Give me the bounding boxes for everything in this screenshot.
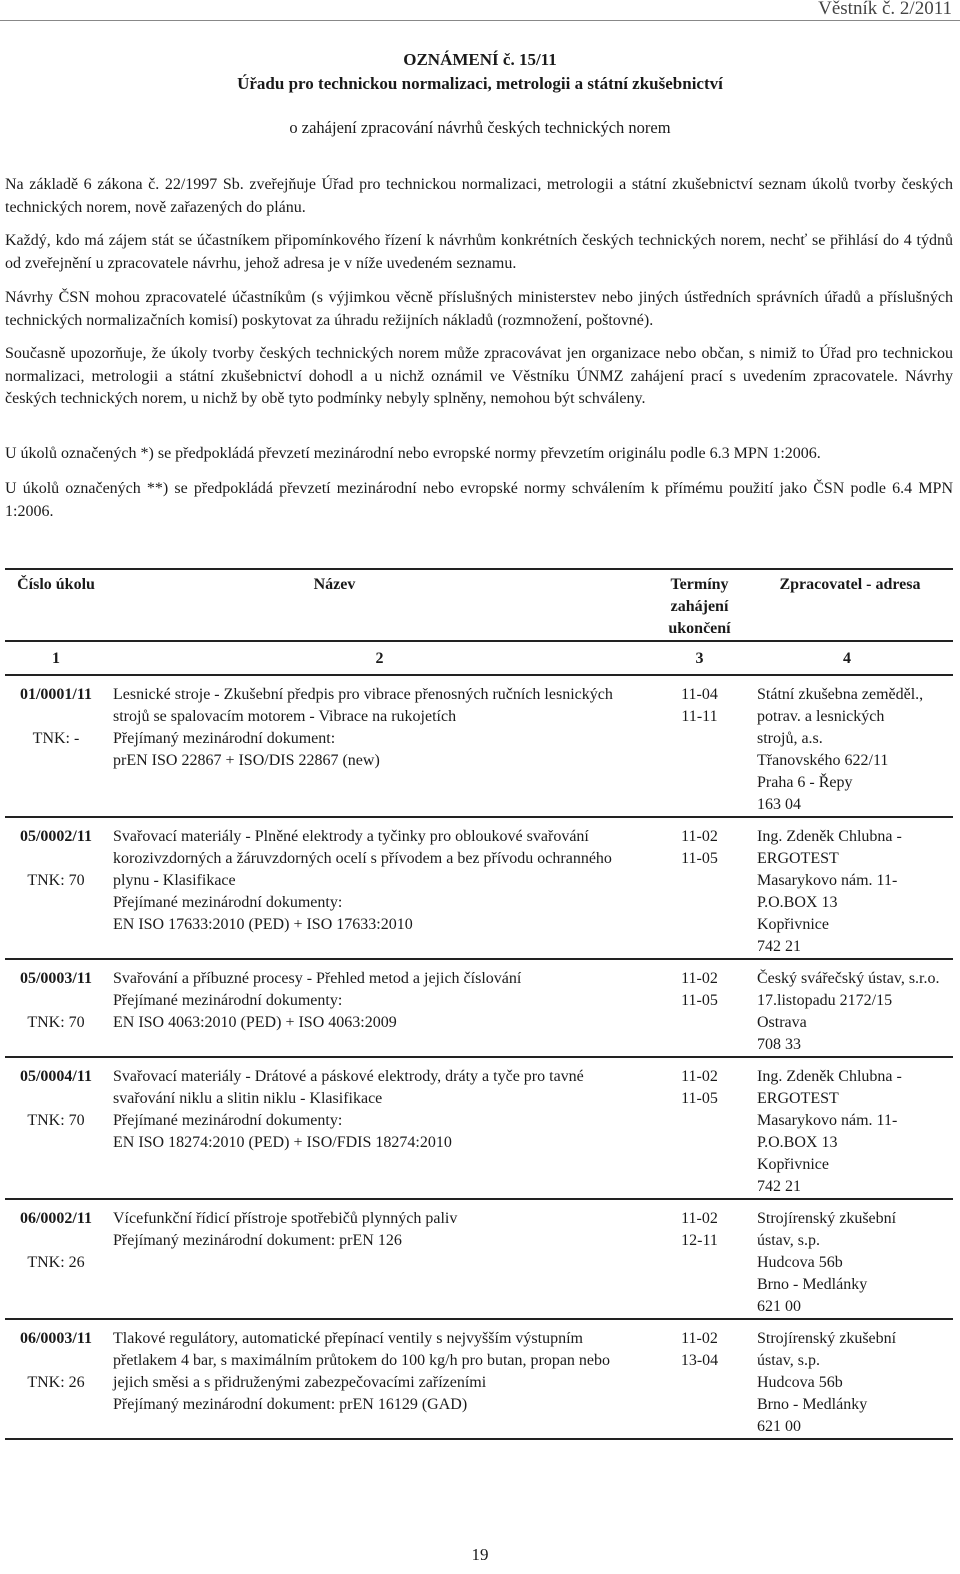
processor-line: Kopřivnice <box>757 916 829 933</box>
tnk-label: TNK: 26 <box>27 1254 85 1271</box>
description-line: Přejímaný mezinárodní dokument: <box>113 730 336 747</box>
task-number-cell <box>5 817 107 959</box>
processor-line: Strojírenský zkušební <box>757 1330 897 1347</box>
processor-line: 621 00 <box>757 1298 801 1315</box>
task-processor <box>747 1199 953 1319</box>
tnk-label: TNK: 26 <box>27 1374 85 1391</box>
end-date: 13-04 <box>680 1352 719 1369</box>
processor-line: P.O.BOX 13 <box>757 894 838 911</box>
table-row <box>5 675 953 817</box>
tnk-label: TNK: - <box>32 730 80 747</box>
end-date: 11-05 <box>681 850 718 867</box>
table-row <box>5 817 953 959</box>
task-number: 06/0003/11 <box>19 1330 92 1347</box>
processor-line: Brno - Medlánky <box>757 1396 868 1413</box>
processor-line: Strojírenský zkušební <box>757 1210 897 1227</box>
processor-line: Ostrava <box>757 1014 807 1031</box>
task-description <box>107 1199 652 1319</box>
description-line: Přejímaný mezinárodní dokument: prEN 16129 (GAD) <box>113 1396 468 1413</box>
processor-line: ERGOTEST <box>757 850 839 867</box>
description-line: EN ISO 4063:2010 (PED) + ISO 4063:2009 <box>113 1014 397 1031</box>
task-number: 05/0002/11 <box>19 828 92 845</box>
processor-line: potrav. a lesnických <box>757 708 885 725</box>
task-description <box>107 1057 652 1199</box>
description-line: Tlakové regulátory, automatické přepínací ventily s nejvyšším výstupním přetlakem 4 bar, s maximálním průtokem do 100 kg/h pro butan, propan nebo jejich směsi a s přidruženými zabezpečovacími zařízeními <box>113 1330 611 1391</box>
header-dates-line: zahájení <box>670 598 729 615</box>
processor-line: strojů, a.s. <box>757 730 823 747</box>
processor-line: ERGOTEST <box>757 1090 839 1107</box>
task-processor <box>747 1319 953 1439</box>
tnk-label: TNK: 70 <box>27 1112 85 1129</box>
processor-line: 742 21 <box>757 938 801 955</box>
tnk-label: TNK: 70 <box>27 1014 85 1031</box>
tasks-table <box>5 568 953 1440</box>
processor-line: Český svářečský ústav, s.r.o. <box>757 970 940 987</box>
processor-line: 742 21 <box>757 1178 801 1195</box>
processor-line: 17.listopadu 2172/15 <box>757 992 893 1009</box>
paragraph-intro: Na základě 6 zákona č. 22/1997 Sb. zveřejňuje Úřad pro technickou normalizaci, metrologii a státní zkušebnictví seznam úkolů tvorby českých technických norem, nově zařazených do plánu. <box>5 176 953 216</box>
table-row <box>5 959 953 1057</box>
start-date: 11-04 <box>681 686 718 703</box>
paragraph-note-direct-use: U úkolů označených **) se předpokládá převzetí mezinárodní nebo evropské normy schválením k přímému použití jako ČSN podle 6.4 MPN 1:2006. <box>5 480 953 520</box>
end-date: 11-11 <box>681 708 718 725</box>
header-dates-line: ukončení <box>668 620 731 637</box>
processor-line: Praha 6 - Řepy <box>757 774 853 791</box>
header-task-number: Číslo úkolu <box>17 576 95 593</box>
task-number-cell <box>5 1199 107 1319</box>
paragraph-conditions: Současně upozorňuje, že úkoly tvorby českých technických norem může zpracovávat jen organizace nebo občan, s nimiž to Úřad pro technickou normalizaci, metrologii a státní zkušebnictví dohodl a u nichž oznámil ve Věstníku ÚNMZ zahájení prací s uvedením zpracovatele. Návrhy českých technických norem, u nichž by obě tyto podmínky nebyly splněny, nemohou být schváleny. <box>5 345 953 407</box>
task-number: 06/0002/11 <box>19 1210 92 1227</box>
processor-line: Kopřivnice <box>757 1156 829 1173</box>
task-processor <box>747 675 953 817</box>
table-row <box>5 1057 953 1199</box>
start-date: 11-02 <box>681 1210 718 1227</box>
end-date: 12-11 <box>681 1232 718 1249</box>
paragraph-participation: Každý, kdo má zájem stát se účastníkem připomínkového řízení k návrhům konkrétních českých technických norem, nechť se přihlásí do 4 týdnů od zveřejnění u zpracovatele návrhu, jehož adresa je v níže uvedeném seznamu. <box>5 232 953 272</box>
processor-line: Hudcova 56b <box>757 1374 843 1391</box>
description-line: prEN ISO 22867 + ISO/DIS 22867 (new) <box>113 752 380 769</box>
tnk-label: TNK: 70 <box>27 872 85 889</box>
description-line: Přejímané mezinárodní dokumenty: <box>113 894 343 911</box>
bulletin-label: Věstník č. 2/2011 <box>818 0 952 19</box>
task-dates <box>652 1319 747 1439</box>
start-date: 11-02 <box>681 1068 718 1085</box>
task-number-cell <box>5 675 107 817</box>
end-date: 11-05 <box>681 992 718 1009</box>
description-line: Svařování a příbuzné procesy - Přehled metod a jejich číslování <box>113 970 522 987</box>
processor-line: Masarykovo nám. 11- <box>757 1112 898 1129</box>
description-line: Přejímané mezinárodní dokumenty: <box>113 1112 343 1129</box>
table-row <box>5 1199 953 1319</box>
task-dates <box>652 675 747 817</box>
task-description <box>107 817 652 959</box>
task-dates <box>652 1057 747 1199</box>
processor-line: Hudcova 56b <box>757 1254 843 1271</box>
description-line: Svařovací materiály - Drátové a páskové elektrody, dráty a tyče pro tavné svařování niklu a slitin niklu - Klasifikace <box>113 1068 584 1107</box>
task-number: 05/0004/11 <box>19 1068 92 1085</box>
task-number: 05/0003/11 <box>19 970 92 987</box>
paragraph-note-original: U úkolů označených *) se předpokládá převzetí mezinárodní nebo evropské normy převzetím originálu podle 6.3 MPN 1:2006. <box>5 445 821 462</box>
task-number-cell <box>5 959 107 1057</box>
processor-line: Státní zkušebna zeměděl., <box>757 686 924 703</box>
processor-line: Ing. Zdeněk Chlubna - <box>757 828 902 845</box>
description-line: Přejímaný mezinárodní dokument: prEN 126 <box>113 1232 402 1249</box>
notice-office: Úřadu pro technickou normalizaci, metrologii a státní zkušebnictví <box>237 74 723 93</box>
task-dates <box>652 817 747 959</box>
task-description <box>107 675 652 817</box>
description-line: Vícefunkční řídicí přístroje spotřebičů plynných paliv <box>113 1210 458 1227</box>
header-dates-line: Termíny <box>670 576 729 593</box>
task-processor <box>747 817 953 959</box>
header-rule <box>0 20 960 21</box>
table-row <box>5 1319 953 1439</box>
processor-line: ústav, s.p. <box>757 1232 820 1249</box>
header-dates <box>652 569 747 641</box>
description-line: Přejímané mezinárodní dokumenty: <box>113 992 343 1009</box>
start-date: 11-02 <box>681 828 718 845</box>
task-processor <box>747 1057 953 1199</box>
task-description <box>107 1319 652 1439</box>
task-number-cell <box>5 1319 107 1439</box>
notice-title: OZNÁMENÍ č. 15/11 <box>403 50 557 69</box>
header-name: Název <box>313 576 356 593</box>
start-date: 11-02 <box>681 970 718 987</box>
column-number: 4 <box>843 650 851 667</box>
header-processor: Zpracovatel - adresa <box>779 576 921 593</box>
processor-line: 163 04 <box>757 796 801 813</box>
column-number: 2 <box>375 650 384 667</box>
task-dates <box>652 959 747 1057</box>
processor-line: ústav, s.p. <box>757 1352 820 1369</box>
task-number-cell <box>5 1057 107 1199</box>
description-line: Svařovací materiály - Plněné elektrody a tyčinky pro obloukové svařování korozivzdorných a žáruvzdorných ocelí s přívodem a bez přívodu ochranného plynu - Klasifikace <box>113 828 612 889</box>
processor-line: 708 33 <box>757 1036 801 1053</box>
task-dates <box>652 1199 747 1319</box>
task-processor <box>747 959 953 1057</box>
processor-line: 621 00 <box>757 1418 801 1435</box>
description-line: Lesnické stroje - Zkušební předpis pro vibrace přenosných ručních lesnických strojů se spalovacím motorem - Vibrace na rukojetích <box>113 686 613 725</box>
table-header-row <box>5 569 953 641</box>
page-number: 19 <box>471 1545 489 1564</box>
start-date: 11-02 <box>681 1330 718 1347</box>
column-number: 3 <box>695 650 704 667</box>
column-number-row <box>5 641 953 675</box>
processor-line: Ing. Zdeněk Chlubna - <box>757 1068 902 1085</box>
description-line: EN ISO 17633:2010 (PED) + ISO 17633:2010 <box>113 916 413 933</box>
processor-line: P.O.BOX 13 <box>757 1134 838 1151</box>
column-number: 1 <box>52 650 60 667</box>
processor-line: Brno - Medlánky <box>757 1276 868 1293</box>
notice-subtitle: o zahájení zpracování návrhů českých technických norem <box>289 118 671 137</box>
description-line: EN ISO 18274:2010 (PED) + ISO/FDIS 18274:2010 <box>113 1134 452 1151</box>
task-description <box>107 959 652 1057</box>
paragraph-fees: Návrhy ČSN mohou zpracovatelé účastníkům (s výjimkou věcně příslušných ministerstev nebo jiných ústředních správních úřadů a příslušných technických normalizačních komisí) poskytovat za úhradu režijních nákladů (rozmnožení, poštovné). <box>5 289 953 329</box>
processor-line: Třanovského 622/11 <box>757 752 889 769</box>
processor-line: Masarykovo nám. 11- <box>757 872 898 889</box>
task-number: 01/0001/11 <box>19 686 92 703</box>
end-date: 11-05 <box>681 1090 718 1107</box>
